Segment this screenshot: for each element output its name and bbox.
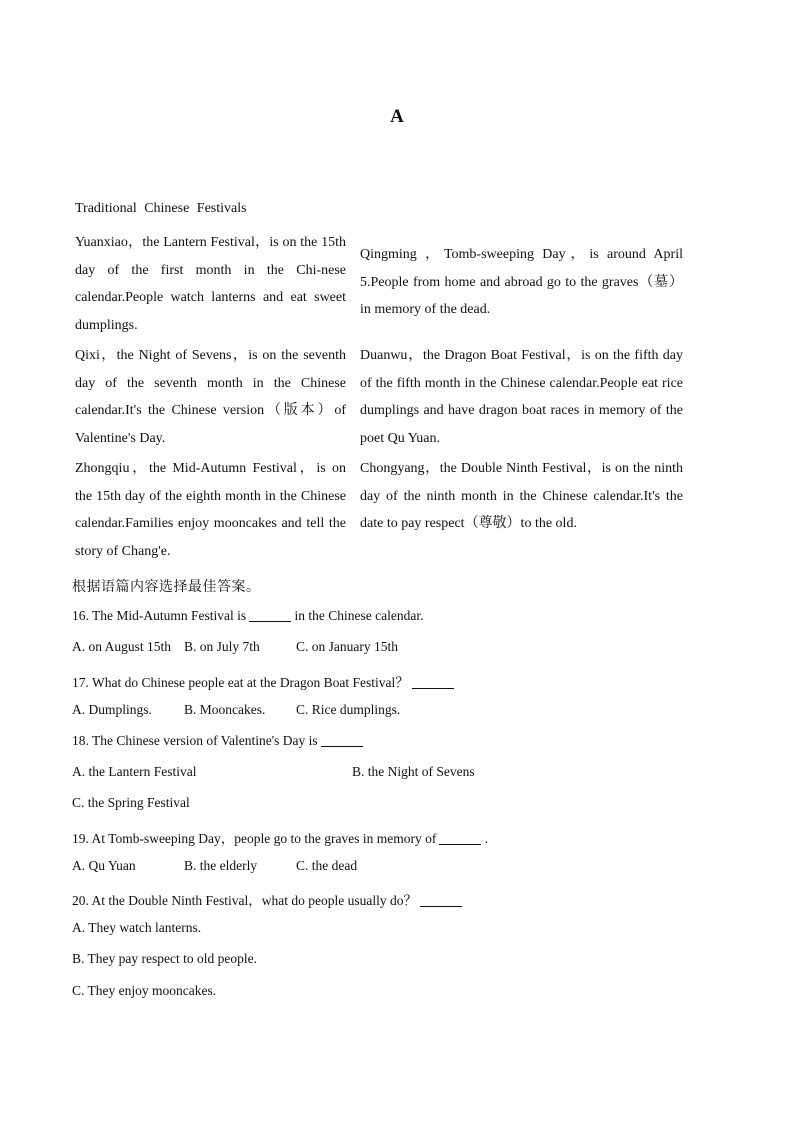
option-18-c: C. the Spring Festival <box>72 795 190 810</box>
option-16-c: C. on January 15th <box>296 639 398 654</box>
question-stem: 17. What do Chinese people eat at the Dragon Boat Festival？ <box>72 675 409 690</box>
question-stem: 18. The Chinese version of Valentine's Day is <box>72 733 318 748</box>
festival-duanwu: Duanwu，the Dragon Boat Festival，is on the fifth day of the fifth month in the Chinese calendar.People eat rice dumplings and have dragon boat races in memory of the poet Qu Yuan. <box>360 348 683 446</box>
question-17 <box>72 671 454 691</box>
question-20 <box>72 889 462 909</box>
question-16 <box>72 608 423 624</box>
option-19-a: A. Qu Yuan <box>72 858 136 873</box>
option-19-b: B. the elderly <box>184 858 258 873</box>
option-16-a: A. on August 15th <box>72 639 172 654</box>
question-stem: 20. At the Double Ninth Festival，what do people usually do？ <box>72 893 417 908</box>
instructions: 根据语篇内容选择最佳答案。 <box>72 579 261 595</box>
festival-qingming: Qingming ，Tomb-sweeping Day，is around April 5.People from home and abroad go to the graves（墓）in memory of the dead. <box>360 247 683 317</box>
option-18-b: B. the Night of Sevens <box>352 764 475 779</box>
answer-blank <box>420 906 462 907</box>
passage-title: Traditional Chinese Festivals <box>75 201 247 216</box>
answer-blank <box>439 844 481 845</box>
option-17-c: C. Rice dumplings. <box>296 702 401 717</box>
option-17-b: B. Mooncakes. <box>184 702 266 717</box>
option-20-c: C. They enjoy mooncakes. <box>72 983 217 998</box>
answer-blank <box>321 746 363 747</box>
option-17-a: A. Dumplings. <box>72 702 152 717</box>
option-19-c: C. the dead <box>296 858 358 873</box>
question-suffix: in the Chinese calendar. <box>291 608 424 623</box>
answer-blank <box>412 688 454 689</box>
festival-qixi: Qixi，the Night of Sevens，is on the seventh day of the seventh month in the Chinese calendar.It's the Chinese version（版本）of Valentine's Day. <box>75 348 346 446</box>
festival-zhongqiu: Zhongqiu，the Mid-Autumn Festival，is on the 15th day of the eighth month in the Chinese calendar.Families enjoy mooncakes and tell the story of Chang'e. <box>75 461 346 559</box>
option-20-a: A. They watch lanterns. <box>72 920 202 935</box>
answer-blank <box>249 621 291 622</box>
question-19 <box>72 827 488 847</box>
section-heading: A <box>390 106 404 127</box>
festival-yuanxiao: Yuanxiao，the Lantern Festival，is on the 15th day of the first month in the Chi-nese calendar.People watch lanterns and eat sweet dumplings. <box>75 235 346 333</box>
option-18-a: A. the Lantern Festival <box>72 764 197 779</box>
option-16-b: B. on July 7th <box>184 639 260 654</box>
festival-chongyang: Chongyang，the Double Ninth Festival，is on the ninth day of the ninth month in the Chinese calendar.It's the date to pay respect（尊敬）to the old. <box>360 461 683 531</box>
question-stem: 16. The Mid-Autumn Festival is <box>72 608 247 623</box>
option-20-b: B. They pay respect to old people. <box>72 951 257 966</box>
question-suffix: . <box>481 831 489 846</box>
question-stem: 19. At Tomb-sweeping Day，people go to the graves in memory of <box>72 831 437 846</box>
question-18 <box>72 733 363 749</box>
